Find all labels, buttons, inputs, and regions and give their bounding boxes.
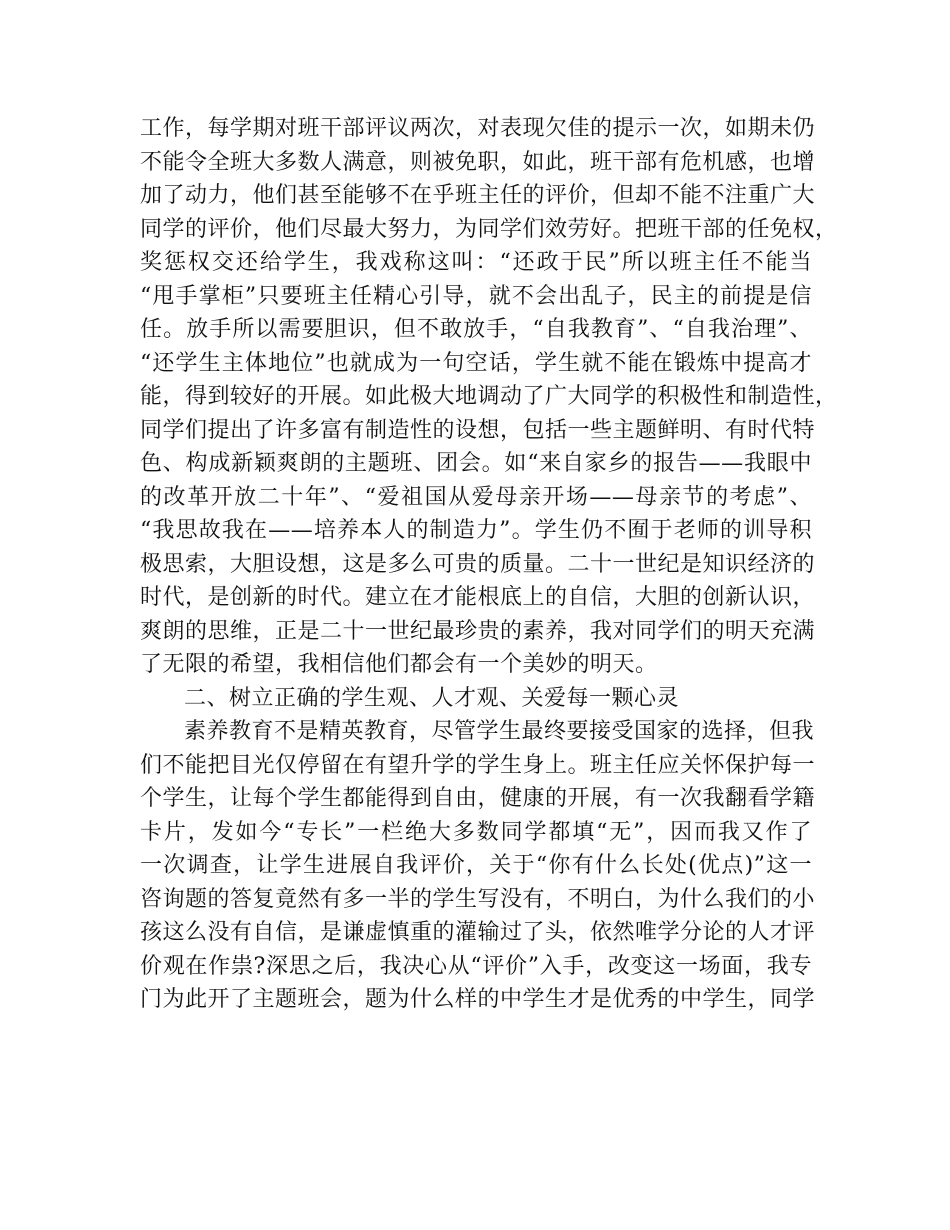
text-line: 不能令全班大多数人满意，则被免职，如此，班干部有危机感，也增	[140, 149, 816, 175]
text-line: 极思索，大胆设想，这是多么可贵的质量。二十一世纪是知识经济的	[140, 551, 816, 577]
text-line: 能，得到较好的开展。如此极大地调动了广大同学的积极性和制造性，	[140, 384, 838, 409]
text-line: 孩这么没有自信，是谦虚慎重的灌输过了头，依然唯学分论的人才评	[140, 920, 816, 945]
text-line: 咨询题的答复竟然有多一半的学生写没有，不明白，为什么我们的小	[140, 886, 816, 912]
text-line: 加了动力，他们甚至能够不在乎班主任的评价，但却不能不注重广大	[140, 183, 816, 208]
text-line: 素养教育不是精英教育，尽管学生最终要接受国家的选择，但我	[184, 719, 815, 744]
text-line: 了无限的希望，我相信他们都会有一个美妙的明天。	[140, 652, 658, 677]
text-line: 工作，每学期对班干部评议两次，对表现欠佳的提示一次，如期未仍	[140, 116, 816, 141]
text-line: 门为此开了主题班会，题为什么样的中学生才是优秀的中学生，同学	[140, 987, 816, 1012]
text-line: 同学们提出了许多富有制造性的设想，包括一些主题鲜明、有时代特	[140, 417, 816, 443]
text-line: “甩手掌柜”只要班主任精心引导，就不会出乱子，民主的前提是信	[140, 283, 812, 309]
text-line: 卡片，发如今“专长”一栏绝大多数同学都填“无”，因而我又作了	[140, 819, 812, 845]
text-line: 色、构成新颖爽朗的主题班、团会。如“来自家乡的报告——我眼中	[140, 451, 812, 476]
text-line: 任。放手所以需要胆识，但不敢放手，“自我教育”、“自我治理”、	[140, 317, 812, 342]
text-line: 爽朗的思维，正是二十一世纪最珍贵的素养，我对同学们的明天充满	[140, 618, 816, 644]
text-line: 个学生，让每个学生都能得到自由，健康的开展，有一次我翻看学籍	[140, 786, 816, 811]
text-line: 的改革开放二十年”、“爱祖国从爱母亲开场——母亲节的考虑”、	[140, 484, 812, 510]
text-line: “我思故我在——培养本人的制造力”。学生仍不囿于老师的训导积	[140, 518, 812, 543]
text-line: 同学的评价，他们尽最大努力，为同学们效劳好。把班干部的任免权，	[140, 216, 838, 242]
text-line: 奖惩权交还给学生，我戏称这叫：“还政于民”所以班主任不能当	[140, 250, 812, 275]
text-line: 时代，是创新的时代。建立在才能根底上的自信，大胆的创新认识，	[140, 585, 816, 610]
text-line: 一次调查，让学生进展自我评价，关于“你有什么长处(优点)”这一	[140, 853, 812, 878]
text-line: 们不能把目光仅停留在有望升学的学生身上。班主任应关怀保护每一	[140, 752, 816, 778]
text-line: 价观在作祟?深思之后，我决心从“评价”入手，改变这一场面，我专	[140, 953, 812, 979]
text-line: “还学生主体地位”也就成为一句空话，学生就不能在锻炼中提高才	[140, 350, 812, 376]
text-line: 二、树立正确的学生观、人才观、关爱每一颗心灵	[184, 685, 680, 711]
document-body	[140, 112, 838, 1017]
